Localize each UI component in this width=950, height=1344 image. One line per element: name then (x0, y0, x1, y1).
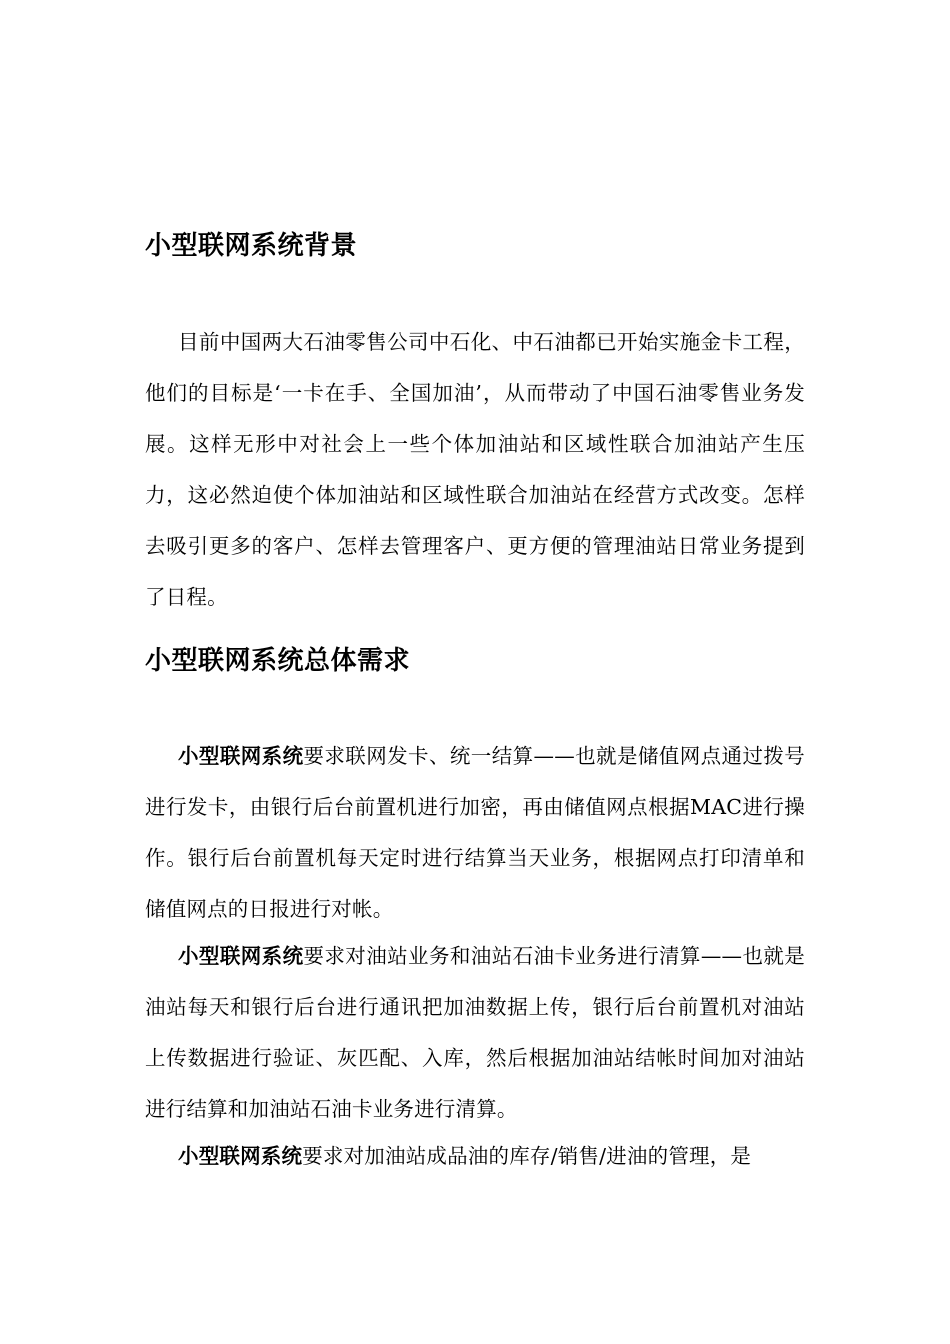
section-heading-background: 小型联网系统背景 (145, 231, 358, 261)
paragraph-lead-term: 小型联网系统 (178, 744, 304, 768)
background-paragraph: 目前中国两大石油零售公司中石化、中石油都已开始实施金卡工程，他们的目标是‘一卡在手、全国加油’，从而带动了中国石油零售业务发展。这样无形中对社会上一些个体加油站和区域性联合加油站产生压力，这必然迫使个体加油站和区域性联合加油站在经营方式改变。怎样去吸引更多的客户、怎样去管理客户、更方便的管理油站日常业务提到了日程。 (145, 330, 805, 609)
paragraph-body-text: 要求联网发卡、统一结算——也就是储值网点通过拨号进行发卡，由银行后台前置机进行加密，再由储值网点根据MAC进行操作。银行后台前置机每天定时进行结算当天业务，根据网点打印清单和储值网点的日报进行对帐。 (145, 744, 805, 921)
paragraph-body-text: 要求对加油站成品油的库存/销售/进油的管理，是 (302, 1144, 752, 1168)
paragraph-lead-term: 小型联网系统 (178, 1144, 303, 1168)
section-heading-requirements: 小型联网系统总体需求 (145, 646, 411, 676)
paragraph-lead-term: 小型联网系统 (178, 944, 304, 968)
requirement-paragraph-1 (145, 731, 805, 935)
requirement-paragraph-3 (145, 1131, 805, 1182)
requirement-paragraph-2 (145, 931, 805, 1135)
paragraph-body-text: 要求对油站业务和油站石油卡业务进行清算——也就是油站每天和银行后台进行通讯把加油数据上传，银行后台前置机对油站上传数据进行验证、灰匹配、入库，然后根据加油站结帐时间加对油站进行结算和加油站石油卡业务进行清算。 (145, 944, 805, 1121)
